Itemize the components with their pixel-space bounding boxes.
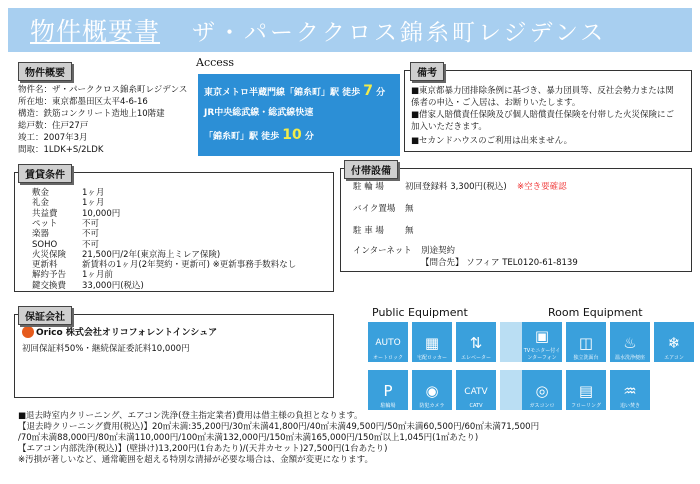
orico-logo: [22, 325, 217, 338]
access-station-1: 東京メトロ半蔵門線「錦糸町」駅 徒歩: [204, 88, 361, 98]
notes-line: 係者の申込・ご入居は、お断りいたします。: [411, 98, 581, 108]
overview-line: 間取：1LDK+S/2LDK: [18, 145, 104, 155]
equipment-label: フローリング: [571, 403, 601, 409]
orico-logo-text: Orico 株式会社オリコフォレントインシュア: [36, 328, 218, 338]
moto-parking-label: バイク置場: [353, 204, 396, 214]
bike-parking-label: 駐 輪 場: [353, 182, 384, 192]
room-equipment-title: Room Equipment: [548, 306, 643, 319]
rent-row-key: 更新料: [32, 260, 58, 271]
internet-label: インターネット: [353, 246, 412, 256]
equipment-glyph: ◉: [425, 382, 439, 400]
footer-line: ※汚損が著しいなど、通常範囲を超える特別な清掃が必要な場合は、金額が変更になります。: [18, 455, 373, 465]
access-panel: [198, 74, 400, 156]
access-unit-1: 分: [376, 88, 386, 98]
overview-line: 所在地：東京都墨田区太平4-6-16: [18, 97, 148, 107]
public-equipment-title: Public Equipment: [372, 306, 468, 319]
equipment-label: オートロック: [373, 355, 403, 361]
equipment-icon: [412, 370, 452, 410]
rent-row-key: ペット: [32, 218, 58, 229]
rent-row-value: 1ヶ月: [82, 188, 105, 198]
car-parking-label: 駐 車 場: [353, 226, 384, 236]
equipment-icon: [412, 322, 452, 362]
bike-parking-note: ※空き要確認: [517, 182, 567, 192]
equipment-glyph: ⇅: [469, 334, 483, 352]
equipment-icon: [522, 322, 562, 362]
equipment-label: ガスコンロ: [529, 403, 555, 409]
access-unit-2: 分: [304, 132, 314, 142]
inquiry-line: 【問合先】 ソフィア TEL0120-61-8139: [421, 258, 578, 268]
equipment-label: 駐輪場: [380, 403, 396, 409]
car-parking-value: 無: [405, 226, 414, 236]
equipment-label: 追い焚き: [619, 403, 640, 409]
rent-row-key: 鍵交換費: [32, 280, 67, 291]
notes-section: [404, 70, 692, 152]
footer-line: 【エアコン内部洗浄(税込)】(壁掛け)13,200円(1台あたり)/(天井カセット)27,500円(1台あたり): [18, 444, 388, 454]
rent-row-value: 1ヶ月前: [82, 270, 113, 281]
access-station-2: 「錦糸町」駅 徒歩: [204, 132, 280, 142]
equipment-glyph: CATV: [464, 387, 488, 397]
guarantee-label: 保証会社: [18, 306, 72, 325]
header-banner: [8, 8, 692, 52]
overview-line: 竣工：2007年3月: [18, 133, 88, 143]
equipment-icon: [368, 370, 408, 410]
equipment-label: TVモニター付インターフォン: [523, 348, 561, 361]
equipment-glyph: ♨: [623, 334, 637, 352]
equipment-label: 温水洗浄便座: [614, 355, 645, 361]
overview-label: 物件概要: [18, 62, 72, 81]
access-line-1: [204, 80, 394, 102]
overview-section: [14, 70, 194, 162]
access-line-3: [204, 124, 394, 146]
overview-line: 総戸数：住戸27戸: [18, 121, 89, 131]
equipment-glyph: ▦: [424, 334, 440, 352]
equipment-icon: [566, 322, 606, 362]
equipment-glyph: ♒: [623, 382, 637, 400]
notes-line: 加入いただきます。: [411, 122, 487, 132]
footer-line: 【退去時クリーニング費用(税込)】20㎡未満:35,200円/30㎡未満41,800円/40㎡未満49,500円/50㎡未満60,500円/60㎡未満71,500円: [18, 422, 540, 432]
equipment-icon: [654, 322, 694, 362]
rent-row-key: 火災保険: [32, 249, 67, 260]
equipment-label: CATV: [469, 403, 483, 409]
equipment-icon: [566, 370, 606, 410]
facilities-label: 付帯設備: [344, 160, 398, 179]
rent-row-key: 共益費: [32, 208, 58, 219]
access-line-2: JR中央総武線・総武線快速: [204, 108, 314, 118]
rent-row-key: 礼金: [32, 198, 50, 209]
equipment-icon: [610, 322, 650, 362]
internet-value: 別途契約: [421, 246, 456, 256]
equipment-label: エアコン: [664, 355, 684, 361]
footer-line: /70㎡未満88,000円/80㎡未満110,000円/100㎡未満132,000円/150㎡未満165,000円/150㎡以上1,045円(1㎡あたり): [18, 433, 479, 443]
equipment-icon: [610, 370, 650, 410]
equipment-glyph: AUTO: [375, 338, 401, 348]
access-minutes-1: 7: [363, 83, 374, 99]
equipment-icon: [522, 370, 562, 410]
equipment-label: エレベーター: [460, 355, 491, 361]
rent-row-value: 21,500円/2年(東京海上ミレア保険): [82, 249, 221, 260]
equipment-glyph: ▤: [578, 382, 594, 400]
access-minutes-2: 10: [282, 127, 302, 143]
access-title: Access: [196, 56, 235, 69]
overview-line: 物件名：ザ・パーククロス錦糸町レジデンス: [18, 85, 188, 95]
page-title: 物件概要書: [30, 17, 161, 46]
equipment-icon: [368, 322, 408, 362]
orico-logo-mark: [22, 326, 34, 338]
rent-row-key: 解約予告: [32, 270, 67, 281]
rent-row-value: 1ヶ月: [82, 198, 105, 209]
equipment-label: 宅配ロッカー: [417, 355, 447, 361]
rent-label: 賃貸条件: [18, 164, 72, 183]
rent-row-key: SOHO: [32, 239, 58, 250]
equipment-glyph: ◎: [535, 382, 549, 400]
equipment-icon: [456, 370, 496, 410]
equipment-label: 防犯カメラ: [419, 403, 445, 409]
footer-line: ■退去時室内クリーニング、エアコン洗浄(登主指定業者)費用は借主様の負担となります。: [18, 411, 363, 421]
notes-line: ■東京都暴力団排除条例に基づき、暴力団員等、反社会勢力または関: [411, 86, 674, 96]
equipment-glyph: ◫: [578, 334, 594, 352]
overview-line: 構造：鉄筋コンクリート造地上10階建: [18, 109, 165, 119]
facilities-section: [340, 168, 692, 272]
rent-row-value: 不可: [82, 229, 100, 240]
property-name: ザ・パーククロス錦糸町レジデンス: [192, 19, 607, 46]
rent-row-value: 新賃料の1ヶ月(2年契約・更新可) ※更新事務手数料なし: [82, 260, 297, 271]
rent-row-value: 33,000円(税込): [82, 280, 144, 291]
guarantee-line: 初回保証料50%・継続保証委託料10,000円: [22, 344, 190, 354]
equipment-icon: [456, 322, 496, 362]
bike-parking-value: 初回登録料 3,300円(税込): [405, 182, 507, 192]
rent-row-key: 敷金: [32, 188, 50, 198]
notes-line: ■借家人賠償責任保険及び個人賠償責任保険を付帯した火災保険にご: [411, 110, 675, 120]
equipment-glyph: P: [383, 382, 393, 400]
equipment-glyph: ❄: [667, 334, 681, 352]
moto-parking-value: 無: [405, 204, 414, 214]
rent-row-value: 不可: [82, 239, 100, 250]
rent-row-value: 不可: [82, 218, 100, 229]
notes-line: ■セカンドハウスのご利用は出来ません。: [411, 136, 573, 146]
notes-label: 備考: [410, 62, 444, 81]
equipment-label: 独立洗面台: [573, 355, 599, 361]
equipment-glyph: ▣: [534, 327, 550, 345]
rent-row-key: 楽器: [32, 229, 50, 240]
rent-row-value: 10,000円: [82, 208, 121, 219]
